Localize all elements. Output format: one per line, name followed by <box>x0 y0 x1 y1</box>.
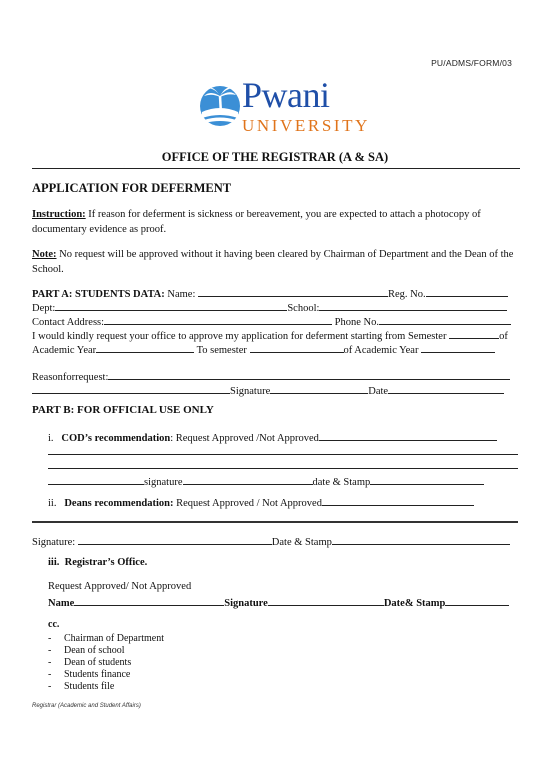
dean-signature-field[interactable] <box>78 534 272 545</box>
applicant-signature-row <box>32 383 504 397</box>
start-semester-field[interactable] <box>449 328 499 339</box>
cod-row <box>48 430 497 444</box>
contact-row <box>32 314 511 328</box>
dean-signature-label: Signature: <box>32 537 78 548</box>
part-a-name-row <box>32 286 508 300</box>
registrar-sign-row <box>48 595 509 609</box>
university-logo <box>198 75 370 138</box>
cc-label: cc. <box>48 619 60 630</box>
reg-no-field[interactable] <box>426 286 508 297</box>
academic-year-label: Academic Year <box>32 345 97 356</box>
contact-address-field[interactable] <box>104 314 332 325</box>
reason-field-continued[interactable] <box>32 383 230 394</box>
cod-label: COD’s recommendation <box>61 433 171 444</box>
school-label: School: <box>287 303 320 314</box>
of-academic-year-label: of Academic Year <box>343 345 422 356</box>
note-label: Note: <box>32 249 57 260</box>
note-text: No request will be approved without it having been cleared by Chairman of Department and the Dean of the School. <box>32 249 514 275</box>
registrar-name-field[interactable] <box>74 595 224 606</box>
reason-field[interactable] <box>108 369 510 380</box>
request-row-1 <box>32 328 508 342</box>
form-code: PU/ADMS/FORM/03 <box>431 58 512 68</box>
cod-comment-field-2[interactable] <box>48 458 518 469</box>
cod-signature-row <box>48 474 484 488</box>
instruction-text: If reason for deferment is sickness or bereavement, you are expected to attach a photocopy of documentary evidence as proof. <box>32 209 481 235</box>
dean-number: ii. <box>48 498 57 509</box>
cod-signature-label: signature <box>144 477 183 488</box>
start-academic-year-field[interactable] <box>96 342 194 353</box>
dept-label: Dept: <box>32 303 56 314</box>
contact-address-label: Contact Address: <box>32 317 105 328</box>
registrar-date-label: Date& Stamp <box>383 598 446 609</box>
dept-row <box>32 300 507 314</box>
end-academic-year-field[interactable] <box>421 342 495 353</box>
school-field[interactable] <box>319 300 507 311</box>
footer-text: Registrar (Academic and Student Affairs) <box>32 703 141 709</box>
cod-comment-field-1[interactable] <box>48 444 518 455</box>
dean-label: Deans recommendation: <box>64 498 174 509</box>
office-title: OFFICE OF THE REGISTRAR (A & SA) <box>161 150 389 164</box>
registrar-signature-field[interactable] <box>268 595 384 606</box>
cod-number: i. <box>48 433 54 444</box>
cod-recommendation-field[interactable] <box>319 430 497 441</box>
cod-text: : Request Approved /Not Approved <box>170 433 319 444</box>
part-a-heading: PART A: STUDENTS DATA: <box>32 289 165 300</box>
cod-line-2 <box>48 444 518 458</box>
registrar-label: Registrar’s Office. <box>64 557 148 568</box>
registrar-signature-label: Signature <box>224 598 268 609</box>
applicant-date-field[interactable] <box>388 383 504 394</box>
cc-item: - Chairman of Department <box>48 633 164 644</box>
cc-item: - Dean of students <box>48 657 132 668</box>
dean-row <box>48 495 474 509</box>
cod-line-3 <box>48 458 518 472</box>
name-label: Name: <box>164 289 198 300</box>
dean-recommendation-field[interactable] <box>322 495 474 506</box>
registrar-number: iii. <box>48 557 60 568</box>
logo-name: Pwani <box>242 75 330 115</box>
dean-signature-row <box>32 534 510 548</box>
request-row-2 <box>32 342 495 356</box>
of-label: of <box>499 331 508 342</box>
cod-signature-field[interactable] <box>183 474 313 485</box>
instruction-label: Instruction: <box>32 209 86 220</box>
phone-field[interactable] <box>379 314 511 325</box>
part-b-heading: PART B: FOR OFFICIAL USE ONLY <box>32 404 214 416</box>
phone-label: Phone No. <box>332 317 380 328</box>
cc-item: - Students file <box>48 681 115 692</box>
instruction-paragraph <box>32 207 520 237</box>
date-label: Date <box>368 386 389 397</box>
dean-date-label: Date & Stamp <box>271 537 332 548</box>
end-semester-field[interactable] <box>250 342 344 353</box>
registrar-request: Request Approved/ Not Approved <box>48 581 192 592</box>
cod-date-label: date & Stamp <box>312 477 371 488</box>
cc-item: - Students finance <box>48 669 131 680</box>
logo-subtitle: UNIVERSITY <box>242 116 370 135</box>
registrar-name-label: Name <box>48 598 75 609</box>
dean-text: Request Approved / Not Approved <box>173 498 322 509</box>
registrar-heading-row <box>48 557 147 568</box>
cc-item: - Dean of school <box>48 645 125 656</box>
dean-date-field[interactable] <box>332 534 510 545</box>
note-paragraph <box>32 247 520 277</box>
title-divider <box>32 168 520 169</box>
form-title: APPLICATION FOR DEFERMENT <box>32 181 232 195</box>
cod-signature-blank[interactable] <box>48 474 144 485</box>
name-field[interactable] <box>198 286 388 297</box>
dept-field[interactable] <box>55 300 287 311</box>
section-divider <box>32 521 518 523</box>
cod-date-field[interactable] <box>370 474 484 485</box>
applicant-signature-field[interactable] <box>270 383 368 394</box>
signature-label: Signature <box>230 386 271 397</box>
request-text: I would kindly request your office to approve my application for deferment starting from Semester <box>32 331 450 342</box>
reason-label: Reasonforrequest: <box>32 372 109 383</box>
to-semester-label: To semester <box>194 345 250 356</box>
palm-tree-icon <box>198 82 242 132</box>
registrar-date-field[interactable] <box>445 595 509 606</box>
reason-row <box>32 369 510 383</box>
reg-no-label: Reg. No. <box>388 289 426 300</box>
